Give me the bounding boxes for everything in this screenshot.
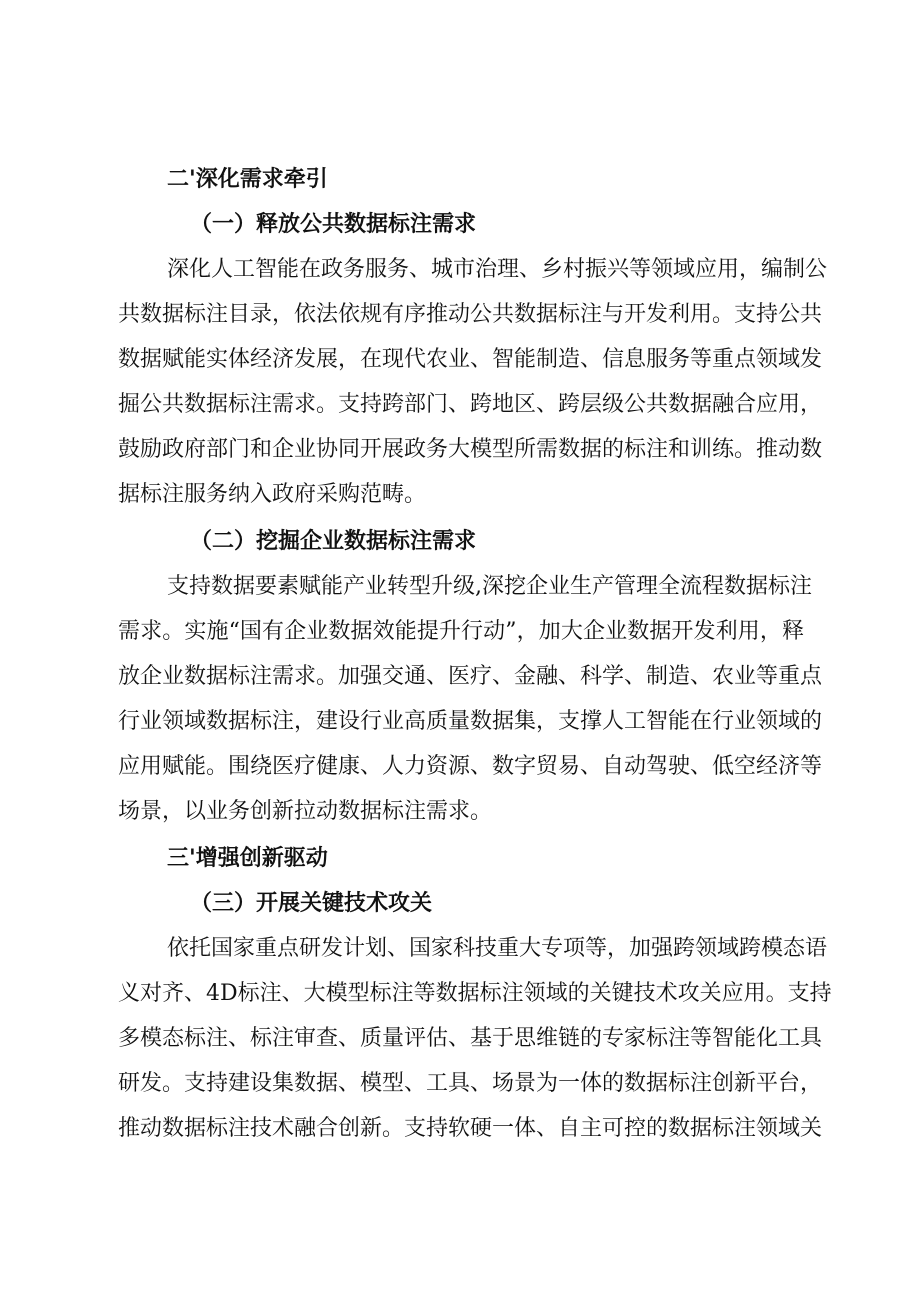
paragraph-line: 鼓励政府部门和企业协同开展政务大模型所需数据的标注和训练。推动数 xyxy=(118,437,823,462)
paragraph-line: 支持数据要素赋能产业转型升级,深挖企业生产管理全流程数据标注 xyxy=(167,574,812,599)
paragraph-line: 行业领域数据标注，建设行业高质量数据集，支撑人工智能在行业领域的 xyxy=(118,709,823,734)
paragraph-line: 推动数据标注技术融合创新。支持软硬一体、自主可控的数据标注领域关 xyxy=(118,1116,823,1141)
paragraph-line: 据标注服务纳入政府采购范畴。 xyxy=(118,482,427,507)
paragraph-line: 深化人工智能在政务服务、城市治理、乡村振兴等领域应用，编制公 xyxy=(167,257,828,282)
subsection-title-2: （二）挖掘企业数据标注需求 xyxy=(190,529,477,554)
paragraph-line: 场景，以业务创新拉动数据标注需求。 xyxy=(118,799,493,824)
subsection-title-1: （一）释放公共数据标注需求 xyxy=(190,212,477,237)
paragraph-line: 依托国家重点研发计划、国家科技重大专项等，加强跨领域跨模态语 xyxy=(167,936,828,961)
paragraph-line: 放企业数据标注需求。加强交通、医疗、金融、科学、制造、农业等重点 xyxy=(118,664,823,689)
paragraph-line: 研发。支持建设集数据、模型、工具、场景为一体的数据标注创新平台， xyxy=(118,1071,823,1096)
paragraph-line: 掘公共数据标注需求。支持跨部门、跨地区、跨层级公共数据融合应用， xyxy=(118,392,823,417)
paragraph-line: 应用赋能。围绕医疗健康、人力资源、数字贸易、自动驾驶、低空经济等 xyxy=(118,754,823,779)
paragraph-line: 多模态标注、标注审查、质量评估、基于思维链的专家标注等智能化工具 xyxy=(118,1026,823,1051)
paragraph-line: 数据赋能实体经济发展，在现代农业、智能制造、信息服务等重点领域发 xyxy=(118,347,823,372)
paragraph-line: 共数据标注目录，依法依规有序推动公共数据标注与开发利用。支持公共 xyxy=(118,302,823,327)
section-heading-3: 三'增强创新驱动 xyxy=(167,846,328,871)
subsection-title-3: （三）开展关键技术攻关 xyxy=(190,891,433,916)
paragraph-line: 需求。实施“国有企业数据效能提升行动”，加大企业数据开发利用，释 xyxy=(118,619,804,644)
section-heading-2: 二'深化需求牵引 xyxy=(167,167,328,192)
paragraph-line: 义对齐、4D标注、大模型标注等数据标注领域的关键技术攻关应用。支持 xyxy=(118,981,832,1006)
